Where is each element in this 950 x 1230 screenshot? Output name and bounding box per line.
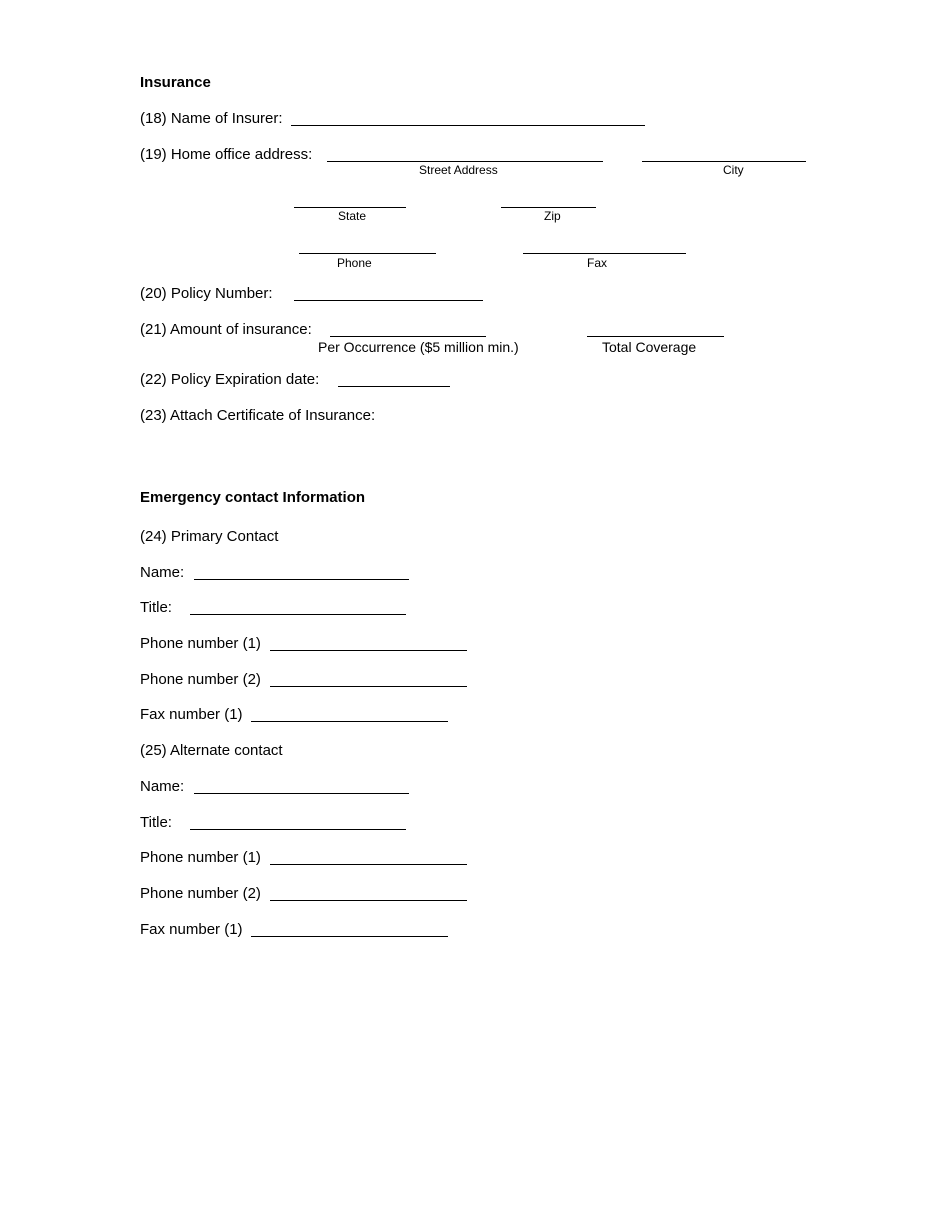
primary-phone1-label: Phone number (1): [140, 635, 261, 652]
alternate-title-label: Title:: [140, 814, 172, 831]
primary-title-field[interactable]: [190, 614, 406, 615]
primary-contact-label: (24) Primary Contact: [140, 528, 279, 545]
primary-name-field[interactable]: [194, 579, 409, 580]
alternate-name-label: Name:: [140, 778, 185, 795]
state-field[interactable]: [294, 207, 406, 208]
amount-of-insurance-label: (21) Amount of insurance:: [140, 321, 312, 338]
primary-fax1-label: Fax number (1): [140, 706, 243, 723]
insurance-heading: Insurance: [140, 74, 211, 91]
home-office-address-label: (19) Home office address:: [140, 146, 313, 163]
emergency-contact-heading: Emergency contact Information: [140, 489, 366, 506]
zip-field[interactable]: [501, 207, 596, 208]
policy-number-field[interactable]: [294, 300, 483, 301]
fax-caption: Fax: [587, 256, 608, 270]
fax-field[interactable]: [523, 253, 686, 254]
alternate-contact-label: (25) Alternate contact: [140, 742, 283, 759]
policy-number-label: (20) Policy Number:: [140, 285, 273, 302]
per-occurrence-caption: Per Occurrence ($5 million min.): [318, 339, 519, 355]
alternate-phone2-label: Phone number (2): [140, 885, 261, 902]
policy-expiration-label: (22) Policy Expiration date:: [140, 371, 320, 388]
primary-title-label: Title:: [140, 599, 172, 616]
primary-phone2-field[interactable]: [270, 686, 467, 687]
name-of-insurer-field[interactable]: [291, 125, 645, 126]
zip-caption: Zip: [544, 209, 561, 223]
primary-phone1-field[interactable]: [270, 650, 467, 651]
alternate-phone1-field[interactable]: [270, 864, 467, 865]
phone-field[interactable]: [299, 253, 436, 254]
primary-name-label: Name:: [140, 564, 185, 581]
per-occurrence-field[interactable]: [330, 336, 486, 337]
city-field[interactable]: [642, 161, 806, 162]
primary-phone2-label: Phone number (2): [140, 671, 261, 688]
state-caption: State: [338, 209, 367, 223]
total-coverage-caption: Total Coverage: [602, 339, 697, 355]
street-address-caption: Street Address: [419, 163, 498, 177]
city-caption: City: [723, 163, 744, 177]
alternate-fax1-label: Fax number (1): [140, 921, 243, 938]
street-address-field[interactable]: [327, 161, 603, 162]
primary-fax1-field[interactable]: [251, 721, 448, 722]
total-coverage-field[interactable]: [587, 336, 724, 337]
phone-caption: Phone: [337, 256, 372, 270]
policy-expiration-field[interactable]: [338, 386, 450, 387]
alternate-title-field[interactable]: [190, 829, 406, 830]
alternate-fax1-field[interactable]: [251, 936, 448, 937]
alternate-phone2-field[interactable]: [270, 900, 467, 901]
attach-certificate-label: (23) Attach Certificate of Insurance:: [140, 407, 376, 424]
alternate-phone1-label: Phone number (1): [140, 849, 261, 866]
alternate-name-field[interactable]: [194, 793, 409, 794]
name-of-insurer-label: (18) Name of Insurer:: [140, 110, 283, 127]
